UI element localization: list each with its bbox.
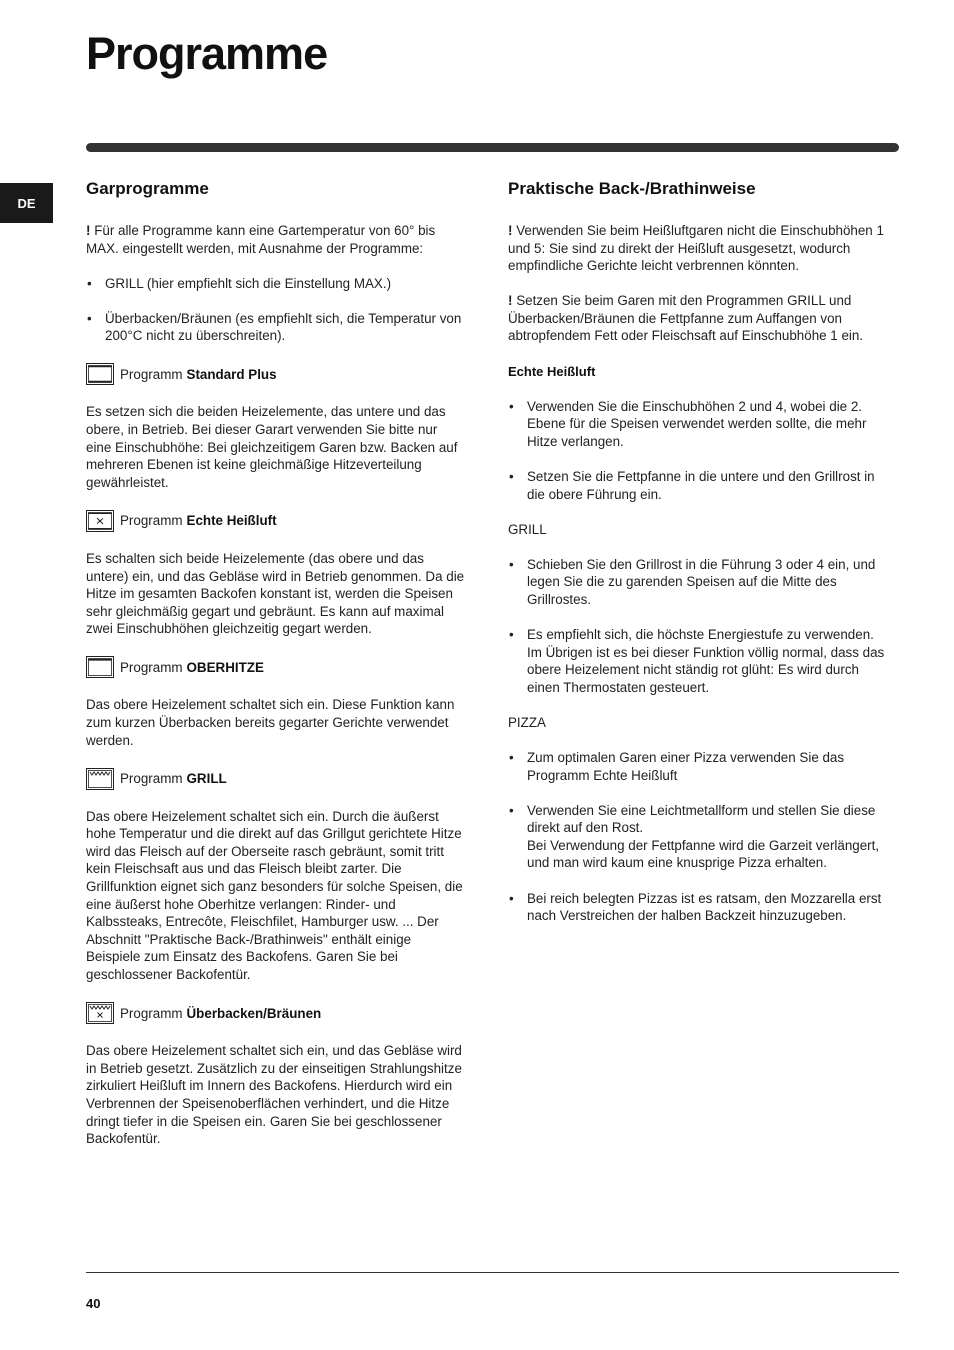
note-paragraph: ! Verwenden Sie beim Heißluftgaren nicht die Einschubhöhen 1 und 5: Sie sind zu direkt der Heißluft ausgesetzt, wodurch empfindliche Gerichte leicht verbrennen könnten. — [508, 223, 884, 274]
grill-icon — [86, 768, 114, 790]
program-description: Das obere Heizelement schaltet sich ein. Diese Funktion kann zum kurzen Überbacken bereits gegarter Gerichte verwendet werden. — [86, 697, 455, 748]
bullet-icon: • — [509, 890, 514, 906]
list-item: • Schieben Sie den Grillrost in die Führung 3 oder 4 ein, und legen Sie die zu garenden Speisen auf die Mitte des Grillrostes. — [509, 556, 876, 607]
list-item: • Bei reich belegten Pizzas ist es ratsam, den Mozzarella erst nach Verstreichen der halben Backzeit hinzuzugeben. — [509, 890, 882, 924]
warning-mark: ! — [86, 223, 91, 238]
program-oberhitze: Programm OBERHITZE — [86, 655, 466, 679]
tips-list — [508, 556, 890, 697]
list-item: • Verwenden Sie die Einschubhöhen 2 und 4, wobei die 2. Ebene für die Speisen verwendet werden sollte, die mehr Hitze verlangen. — [509, 398, 867, 449]
program-echte-heissluft: Programm Echte Heißluft — [86, 509, 466, 533]
program-name: Echte Heißluft — [186, 513, 277, 529]
tips-list — [508, 749, 890, 925]
exception-list — [86, 275, 466, 345]
right-column — [508, 178, 890, 942]
bullet-icon: • — [87, 310, 92, 326]
list-item: • GRILL (hier empfiehlt sich die Einstellung MAX.) — [87, 275, 392, 291]
program-description: Das obere Heizelement schaltet sich ein. Durch die äußerst hohe Temperatur und die direkt auf das Grillgut gerichtete Hitze wird das Fleisch auf der Oberseite rasch gebräunt, somit tritt kein Fleischsaft aus und das Fleisch bleibt zarter. Die Grillfunktion eignet sich ganz besonders für solche Speisen, die eine äußerst hohe Oberhitze verlangen: Rinder- und Kalbssteaks, Entrecôte, Fleischfilet, Hamburger usw. ... Der Abschnitt "Praktische Back-/Brathinweis" enthält einige Beispiele zum Einsatz des Backofens. Garen Sie bei geschlossener Backofentür. — [86, 808, 463, 983]
page-title: Programme — [86, 28, 328, 79]
warning-mark: ! — [508, 223, 513, 238]
program-name: Standard Plus — [186, 366, 277, 382]
bullet-icon: • — [509, 398, 514, 414]
program-name: OBERHITZE — [186, 659, 264, 675]
section-heading-garprogramme: Garprogramme — [86, 179, 209, 198]
language-tab: DE — [0, 183, 53, 223]
page-number: 40 — [86, 1296, 101, 1311]
program-description: Das obere Heizelement schaltet sich ein, und das Gebläse wird in Betrieb gesetzt. Zusätzlich zu der einseitigen Strahlungshitze zirkuliert Heißluft im Innern des Backofens. Hierdurch wird ein Verbrennen der Speisenoberflächen verhindert, und die Hitze dringt tiefer in die Speisen ein. Garen Sie bei geschlossener Backofentür. — [86, 1043, 462, 1147]
program-description: Es schalten sich beide Heizelemente (das obere und das untere) ein, und das Gebläse wird in Betrieb genommen. Da die Hitze im gesamten Backofen konstant ist, werden die Speisen sehr gleichmäßig gegart und gebräunt. Es kann auf maximal zwei Einschubhöhen gleichzeitig gegart werden. — [86, 550, 465, 637]
bullet-icon: • — [509, 556, 514, 572]
program-name: GRILL — [186, 771, 227, 787]
program-grill: Programm GRILL — [86, 767, 466, 791]
bullet-icon: • — [509, 627, 514, 642]
intro-paragraph: ! Für alle Programme kann eine Gartemperatur von 60° bis MAX. eingestellt werden, mit Ausnahme der Programme: — [86, 223, 436, 256]
program-standard-plus: Programm Standard Plus — [86, 362, 466, 386]
subheading-echte-heissluft: Echte Heißluft — [508, 363, 596, 379]
fan-icon — [86, 510, 114, 532]
standard-plus-icon — [86, 363, 114, 385]
tips-list — [508, 398, 890, 503]
bullet-icon: • — [509, 749, 514, 765]
list-item: • Überbacken/Bräunen (es empfiehlt sich, die Temperatur von 200°C nicht zu überschreiten). — [87, 310, 462, 344]
left-column — [86, 178, 466, 1165]
subheading-grill: GRILL — [508, 521, 547, 537]
list-item: • Zum optimalen Garen einer Pizza verwenden Sie das Programm Echte Heißluft — [509, 749, 845, 783]
warning-mark: ! — [508, 293, 513, 309]
note-paragraph: ! Setzen Sie beim Garen mit den Programmen GRILL und Überbacken/Bräunen die Fettpfanne zum Auffangen von abtropfendem Fett oder Fleischsaft auf Einschubhöhe 1 ein. — [508, 293, 864, 344]
subheading-pizza: PIZZA — [508, 714, 546, 730]
grill-fan-icon — [86, 1002, 114, 1024]
bullet-icon: • — [509, 802, 514, 818]
footer-rule — [86, 1272, 899, 1273]
top-heat-icon — [86, 656, 114, 678]
header-rule — [86, 143, 899, 152]
section-heading-hinweise: Praktische Back-/Brathinweise — [508, 179, 756, 198]
bullet-icon: • — [509, 468, 514, 484]
list-item: • Setzen Sie die Fettpfanne in die untere und den Grillrost in die obere Führung ein. — [509, 468, 875, 502]
program-ueberbacken: Programm Überbacken/Bräunen — [86, 1001, 466, 1025]
bullet-icon: • — [87, 275, 92, 291]
list-item: • Verwenden Sie eine Leichtmetallform und stellen Sie diese direkt auf den Rost. Bei Verwendung der Fettpfanne wird die Garzeit verlängert, und man wird kaum eine knusprige Pizza erhalten. — [509, 802, 880, 871]
program-name: Überbacken/Bräunen — [186, 1005, 322, 1021]
program-description: Es setzen sich die beiden Heizelemente, das untere und das obere, in Betrieb. Bei dieser Garart verwenden Sie bitte nur eine Einschubhöhe: Bei gleichzeitigem Garen bzw. Backen auf mehreren Ebenen ist keine gleichmäßige Hitzeverteilung gewährleistet. — [86, 404, 458, 490]
list-item: • Es empfiehlt sich, die höchste Energiestufe zu verwenden. Im Übrigen ist es bei dieser Funktion völlig normal, dass das obere Heizelement nicht ständig rot glüht: Es wird durch einen Thermostaten gesteuert. — [509, 627, 885, 695]
